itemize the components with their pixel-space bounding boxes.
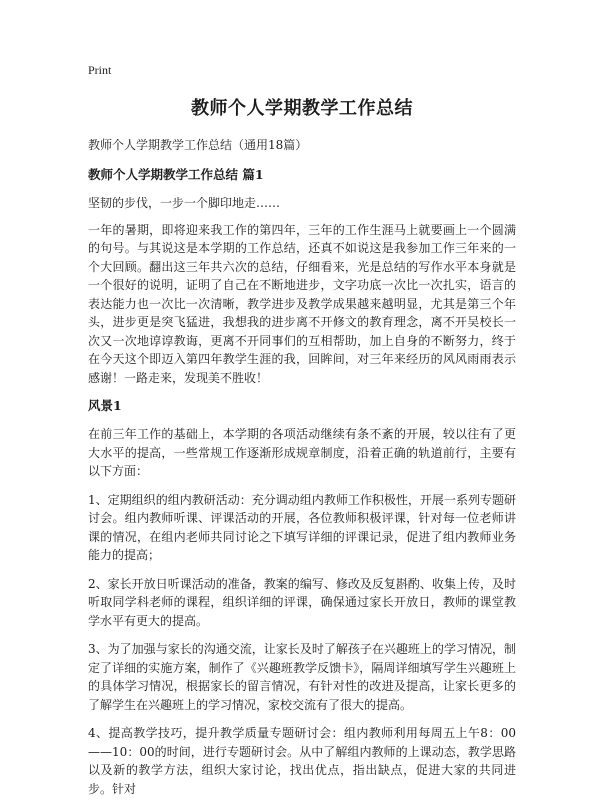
print-link[interactable]: Print <box>88 63 112 77</box>
intro-paragraph: 一年的暑期，即将迎来我工作的第四年，三年的工作生涯马上就要画上一个圆满的句号。与其说这是本学期的工作总结，还真不如说这是我参加工作三年来的一个大回顾。翻出这三年共六次的总结，仔细看来，光是总结的写作水平本身就是一个很好的说明，证明了自己在不断地进步，文字功底一次比一次扎实，语言的表达能力也一次比一次清晰，教学进步及教学成果越来越明显，尤其是第三个年头，进步更是突飞猛进，我想我的进步离不开修文的教育理念，离不开吴校长一次又一次地谆谆教诲，更离不开同事们的互相帮助，加上自身的不断努力，终于在今天这个即迈入第四年教学生涯的我，回眸间，对三年来经历的风风雨雨表示感谢！一路走来，发现美不胜收！ <box>88 222 516 385</box>
scene-intro-paragraph: 在前三年工作的基础上，本学期的各项活动继续有条不紊的开展，较以往有了更大水平的提高，一些常规工作逐渐形成规章制度，沿着正确的轨道前行，主要有以下方面： <box>88 427 516 478</box>
scene-heading: 风景1 <box>88 398 122 413</box>
document-page <box>88 62 516 808</box>
quote-line: 坚韧的步伐，一步一个脚印地走…… <box>88 196 281 210</box>
document-subtitle: 教师个人学期教学工作总结（通用18篇） <box>88 138 308 152</box>
list-item: 4、提高教学技巧，提升教学质量专题研讨会：组内教师利用每周五上午8：00——10：00的时间，进行专题研讨会。从中了解组内教师的上课动态，教学思路以及新的教学方法，组织大家讨论，找出优点，指出缺点，促进大家的共同进步。针对 <box>88 726 516 796</box>
list-item: 2、家长开放日听课活动的准备，教案的编写、修改及反复斟酌、收集上传，及时听取同学科老师的课程，组织详细的评课，确保通过家长开放日，教师的课堂教学水平有更大的提高。 <box>88 576 516 628</box>
list-item: 1、定期组织的组内教研活动：充分调动组内教师工作积极性，开展一系列专题研讨会。组内教师听课、评课活动的开展，各位教师积极评课，针对每一位老师讲课的情况，在组内老师共同讨论之下填写详细的评课记录，促进了组内教师业务能力的提高； <box>88 492 516 562</box>
section-heading: 教师个人学期教学工作总结 篇1 <box>88 167 264 182</box>
page-title: 教师个人学期教学工作总结 <box>191 98 413 119</box>
list-item: 3、为了加强与家长的沟通交流，让家长及时了解孩子在兴趣班上的学习情况，制定了详细的实施方案，制作了《兴趣班教学反馈卡》，隔周详细填写学生兴趣班上的具体学习情况，根据家长的留言情况，有针对性的改进及提高，让家长更多的了解学生在兴趣班上的学习情况，家校交流有了很大的提高。 <box>88 642 516 712</box>
